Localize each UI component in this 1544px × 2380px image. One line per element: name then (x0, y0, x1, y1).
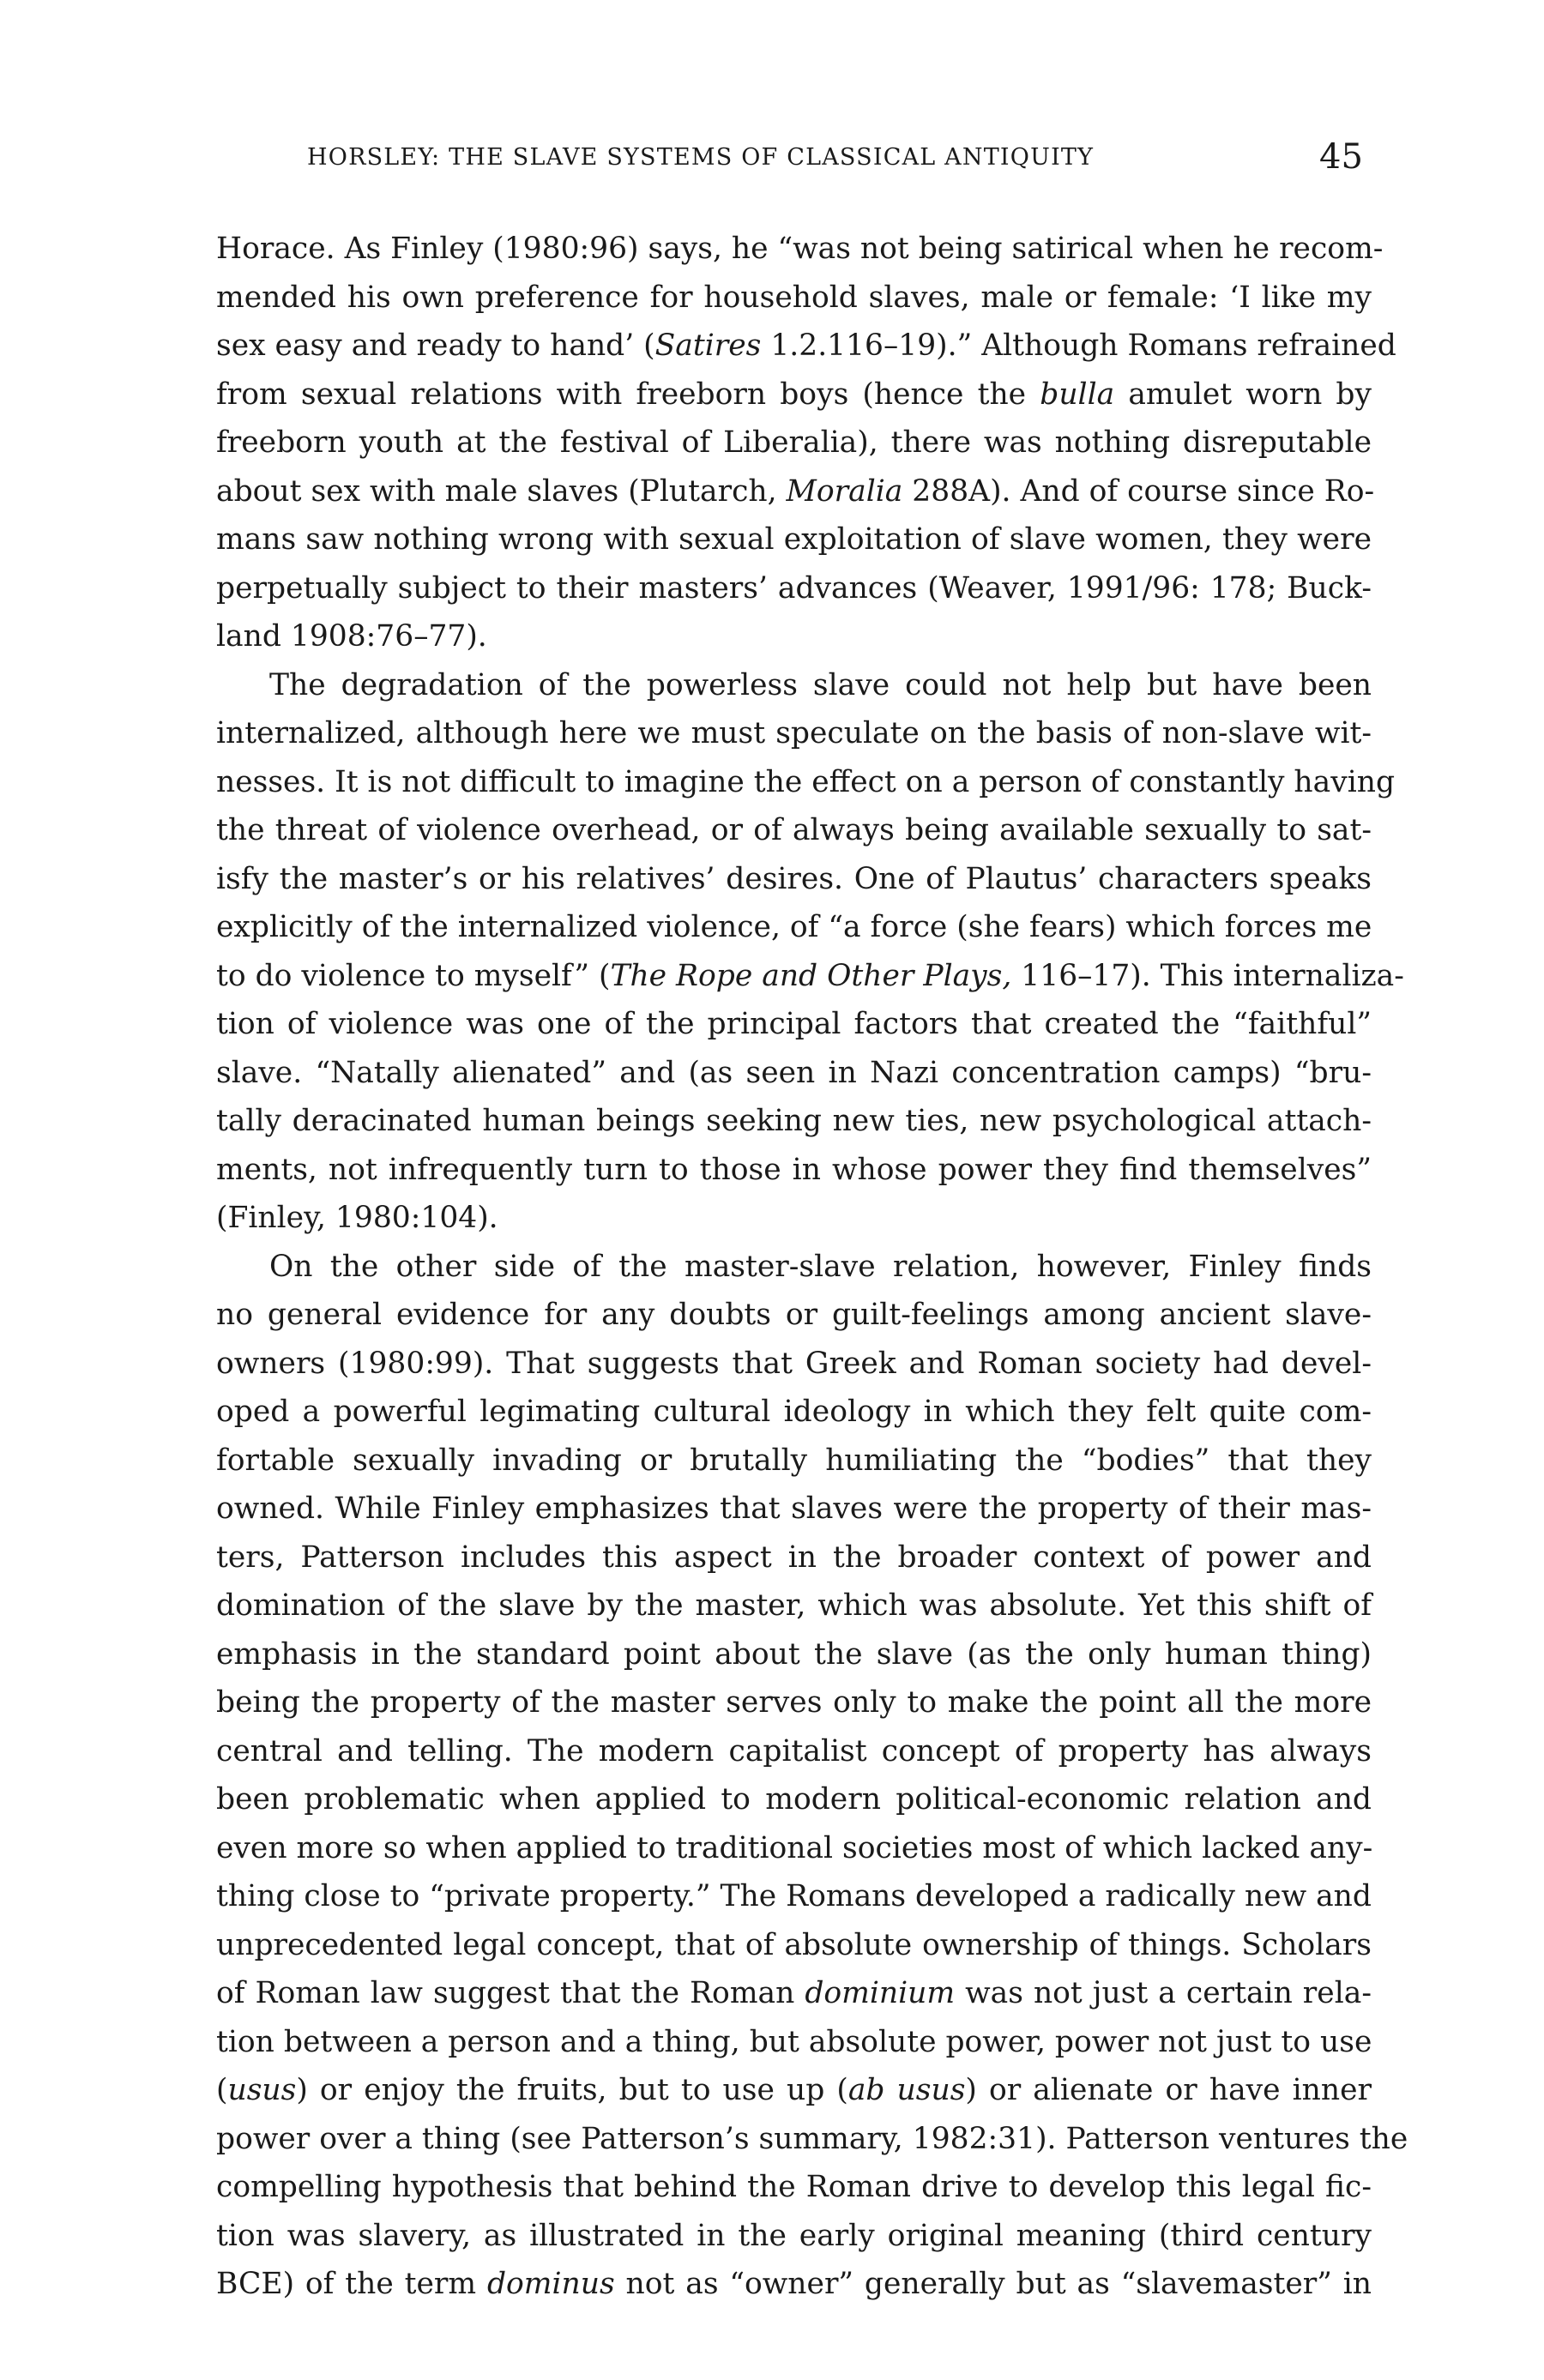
text-line-fragment: amulet worn by (1114, 377, 1372, 412)
text-line: unprecedented legal concept, that of absolute ownership of things. Scholars (216, 1927, 1372, 1962)
text-line: internalized, although here we must speculate on the basis of non-slave wit- (216, 716, 1372, 750)
text-line-fragment: ( (216, 2073, 228, 2107)
text-line-fragment: BCE) of the term (216, 2267, 487, 2301)
italic-term: dominium (805, 1976, 956, 2010)
text-line: mans saw nothing wrong with sexual exploitation of slave women, they were (216, 522, 1372, 557)
italic-title: Satires (654, 328, 762, 363)
text-line (216, 322, 1396, 371)
text-line-fragment: was not just a certain rela- (955, 1976, 1372, 2010)
text-line: compelling hypothesis that behind the Roman drive to develop this legal fic- (216, 2170, 1372, 2204)
text-line: emphasis in the standard point about the slave (as the only human thing) (216, 1636, 1372, 1672)
text-line: oped a powerful legimating cultural ideology in which they felt quite com- (216, 1395, 1372, 1429)
text-line: freeborn youth at the festival of Liberalia), there was nothing disreputable (216, 425, 1372, 460)
italic-title: The Rope and Other Plays, (610, 958, 1012, 993)
text-line: On the other side of the master-slave relation, however, Finley finds (269, 1249, 1372, 1284)
text-line: Horace. As Finley (1980:96) says, he “was not being satirical when he recom- (216, 232, 1384, 266)
text-line-fragment: of Roman law suggest that the Roman (216, 1976, 805, 2010)
italic-term: ab usus (847, 2073, 966, 2107)
text-line: fortable sexually invading or brutally humiliating the “bodies” that they (216, 1443, 1372, 1478)
italic-term: bulla (1040, 377, 1115, 412)
text-line: the threat of violence overhead, or of always being available sexually to sat- (216, 813, 1372, 847)
text-line: nesses. It is not difficult to imagine the effect on a person of constantly having (216, 764, 1396, 799)
italic-term: usus (227, 2073, 297, 2107)
text-line-fragment: from sexual relations with freeborn boys (hence the (216, 377, 1040, 412)
text-line: being the property of the master serves only to make the point all the more (216, 1685, 1372, 1720)
text-line: mended his own preference for household slaves, male or female: ‘I like my (216, 280, 1372, 315)
text-line: thing close to “private property.” The Romans developed a radically new and (216, 1879, 1372, 1913)
text-line: even more so when applied to traditional societies most of which lacked any- (216, 1830, 1373, 1865)
text-line: owned. While Finley emphasizes that slaves were the property of their mas- (216, 1491, 1372, 1526)
text-line (216, 1969, 1372, 2018)
text-line-fragment: to do violence to myself” ( (216, 958, 611, 993)
text-line: tion of violence was one of the principal factors that created the “faithful” (216, 1007, 1372, 1041)
text-line: perpetually subject to their masters’ advances (Weaver, 1991/96: 178; Buck- (216, 570, 1372, 606)
text-line (216, 467, 1375, 516)
text-line: land 1908:76–77). (216, 619, 487, 654)
text-line-fragment: not as “owner” generally but as “slavemaster” in (614, 2267, 1372, 2301)
running-head: HORSLEY: THE SLAVE SYSTEMS OF CLASSICAL ANTIQUITY (307, 144, 1095, 171)
text-line: owners (1980:99). That suggests that Greek and Roman society had devel- (216, 1346, 1372, 1381)
text-line: ments, not infrequently turn to those in whose power they find themselves” (216, 1152, 1372, 1187)
text-line: domination of the slave by the master, which was absolute. Yet this shift of (216, 1588, 1372, 1623)
text-line: slave. “Natally alienated” and (as seen in Nazi concentration camps) “bru- (216, 1055, 1372, 1090)
text-line (216, 371, 1372, 419)
text-line: central and telling. The modern capitalist concept of property has always (216, 1733, 1372, 1768)
text-line (216, 952, 1404, 1001)
text-line: tally deracinated human beings seeking new ties, new psychological attach- (216, 1104, 1372, 1138)
text-line (216, 2066, 1372, 2115)
text-line-fragment: 288A). And of course since Ro- (902, 473, 1375, 509)
body-text (216, 225, 1408, 2309)
text-line-fragment: 1.2.116–19).” Although Romans refrained (761, 328, 1396, 363)
page-header (0, 137, 1544, 189)
text-line-fragment: about sex with male slaves (Plutarch, (216, 473, 787, 509)
text-line: isfy the master’s or his relatives’ desires. One of Plautus’ characters speaks (216, 861, 1372, 896)
italic-term: dominus (486, 2267, 615, 2301)
text-line-fragment: 116–17). This internaliza- (1011, 958, 1404, 993)
text-line: explicitly of the internalized violence, of “a force (she fears) which forces me (216, 910, 1372, 944)
text-line-fragment: sex easy and ready to hand’ ( (216, 328, 655, 363)
text-line-fragment: ) or alienate or have inner (965, 2073, 1372, 2107)
text-line: ters, Patterson includes this aspect in the broader context of power and (216, 1539, 1372, 1575)
text-line: no general evidence for any doubts or guilt-feelings among ancient slave- (216, 1298, 1372, 1332)
text-line: been problematic when applied to modern political-economic relation and (216, 1782, 1372, 1817)
page-number: 45 (1319, 137, 1363, 177)
text-line: The degradation of the powerless slave could not help but have been (269, 667, 1372, 702)
text-line: power over a thing (see Patterson’s summary, 1982:31). Patterson ventures the (216, 2121, 1408, 2156)
text-line-fragment: ) or enjoy the fruits, but to use up ( (296, 2073, 848, 2107)
text-line: tion between a person and a thing, but absolute power, power not just to use (216, 2024, 1372, 2059)
text-line: (Finley, 1980:104). (216, 1201, 498, 1235)
text-line (216, 2260, 1372, 2309)
italic-title: Moralia (786, 473, 903, 509)
text-line: tion was slavery, as illustrated in the early original meaning (third century (216, 2218, 1372, 2253)
